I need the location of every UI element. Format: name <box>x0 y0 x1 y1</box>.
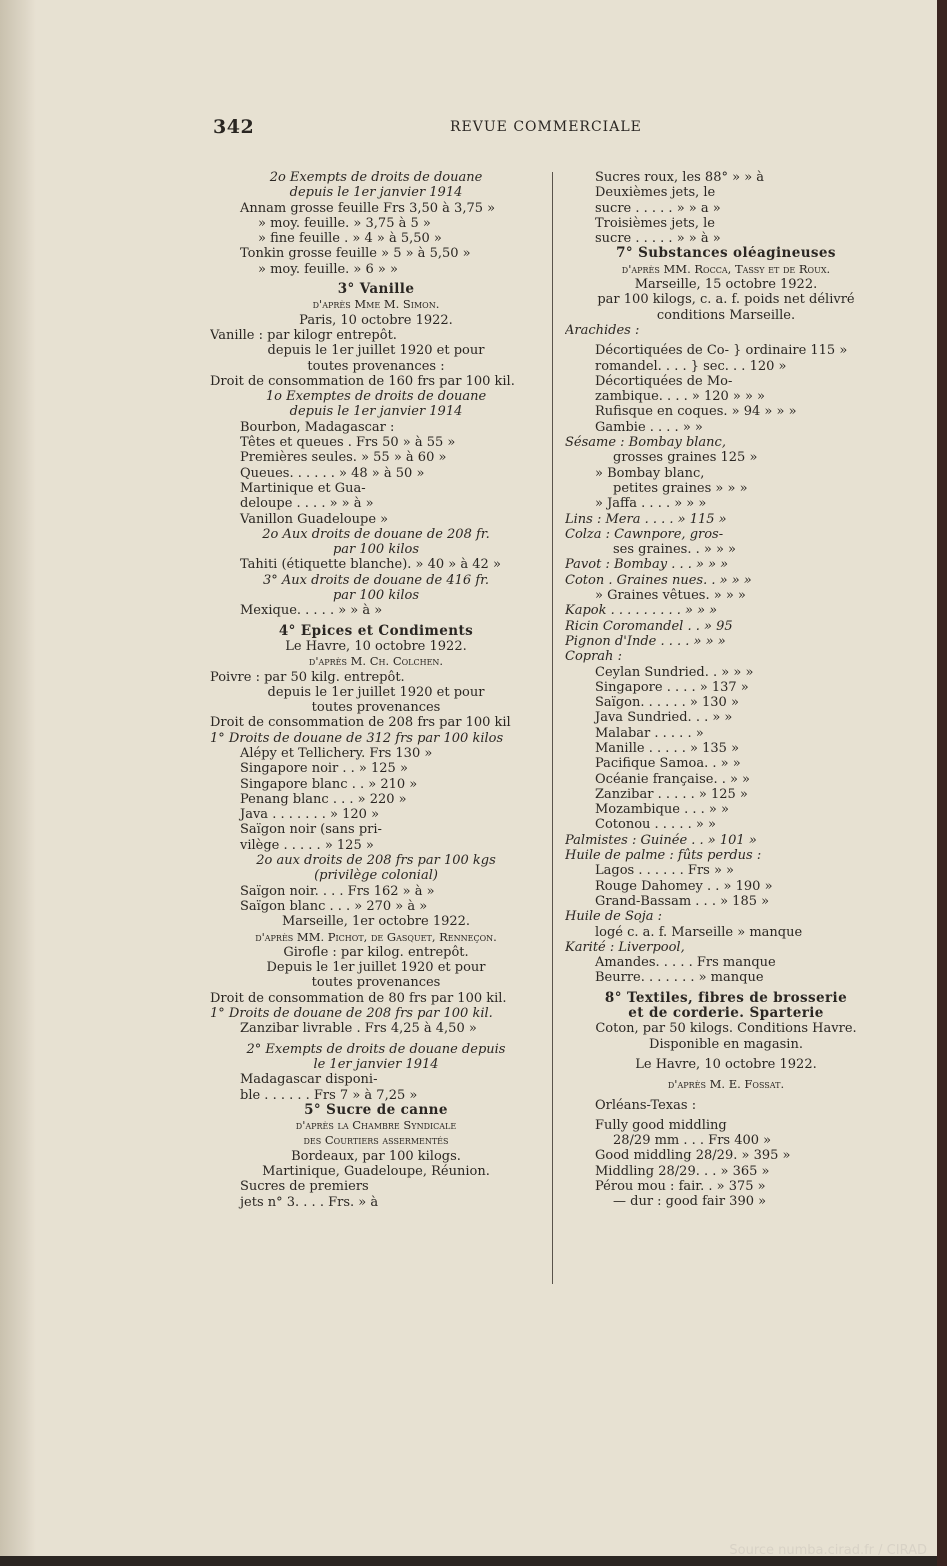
text-line: » moy. feuille. » 3,75 à 5 » <box>258 215 431 231</box>
text-line: 7° Substances oléagineuses <box>616 246 836 262</box>
text-line: Malabar . . . . . » <box>595 725 704 741</box>
text-line: romandel. . . . } sec. . . 120 » <box>595 358 787 374</box>
text-line: 2° Exempts de droits de douane depuis <box>246 1041 506 1057</box>
text-line: d'après Mme M. Simon. <box>312 297 440 312</box>
text-line: Décortiquées de Co- } ordinaire 115 » <box>595 343 848 359</box>
text-line: Pavot : Bombay . . . » » » <box>565 557 729 573</box>
text-line: 1° Droits de douane de 312 frs par 100 kilos <box>210 730 504 746</box>
column-divider <box>552 172 553 1284</box>
text-line: Paris, 10 octobre 1922. <box>299 312 453 328</box>
text-line: Singapore . . . . » 137 » <box>595 679 749 695</box>
text-line: Annam grosse feuille Frs 3,50 à 3,75 » <box>240 200 496 216</box>
text-line: Depuis le 1er juillet 1920 et pour <box>266 960 486 976</box>
text-line: depuis le 1er juillet 1920 et pour <box>267 343 485 359</box>
text-line: 2o aux droits de 208 frs par 100 kgs <box>256 853 496 869</box>
text-line: vilège . . . . . » 125 » <box>240 837 374 853</box>
text-line: Tonkin grosse feuille » 5 » à 5,50 » <box>240 246 471 262</box>
text-line: Disponible en magasin. <box>649 1036 803 1052</box>
text-line: 2o Exempts de droits de douane <box>269 170 483 185</box>
text-line: 5° Sucre de canne <box>304 1102 448 1118</box>
text-line: 2o Aux droits de douane de 208 fr. <box>262 526 490 542</box>
running-title: REVUE COMMERCIALE <box>450 119 642 135</box>
text-line: grosses graines 125 » <box>613 450 758 466</box>
text-line: Martinique et Gua- <box>240 480 366 496</box>
text-line: Troisièmes jets, le <box>595 215 715 231</box>
text-line: Droit de consommation de 80 frs par 100 kil. <box>210 990 507 1006</box>
text-line: Poivre : par 50 kilg. entrepôt. <box>210 669 405 685</box>
text-line: Zanzibar . . . . . » 125 » <box>595 786 748 802</box>
text-line: deloupe . . . . » » à » <box>240 496 374 512</box>
text-line: » Bombay blanc, <box>595 465 705 481</box>
text-line: sucre . . . . . » » à » <box>595 231 721 247</box>
text-line: Sucres de premiers <box>240 1179 369 1195</box>
text-line: des Courtiers assermentés <box>303 1133 449 1148</box>
text-line: Marseille, 15 octobre 1922. <box>634 277 818 293</box>
text-line: Vanille : par kilogr entrepôt. <box>210 327 397 343</box>
text-line: toutes provenances <box>311 975 441 991</box>
text-line: Coprah : <box>565 649 622 665</box>
text-line: Queues. . . . . . » 48 » à 50 » <box>240 465 425 481</box>
text-line: 3° Vanille <box>337 282 415 298</box>
text-line: Saïgon blanc . . . » 270 » à » <box>240 898 428 914</box>
text-line: Penang blanc . . . » 220 » <box>240 791 407 807</box>
text-line: 3° Aux droits de douane de 416 fr. <box>262 572 490 588</box>
text-line: 1° Droits de douane de 208 frs par 100 kil. <box>210 1006 493 1022</box>
text-line: depuis le 1er juillet 1920 et pour <box>267 684 485 700</box>
text-line: Bordeaux, par 100 kilogs. <box>291 1148 461 1164</box>
text-line: Coton . Graines nues. . » » » <box>565 572 752 588</box>
text-line: Marseille, 1er octobre 1922. <box>281 914 471 930</box>
text-line: Orléans-Texas : <box>595 1097 697 1113</box>
text-line: toutes provenances : <box>307 358 445 374</box>
text-line: Pignon d'Inde . . . . » » » <box>565 633 726 649</box>
text-line: Gambie . . . . » » <box>595 419 703 435</box>
text-line: Singapore blanc . . » 210 » <box>240 776 418 792</box>
text-line: Good middling 28/29. » 395 » <box>595 1148 791 1164</box>
text-line: Premières seules. » 55 » à 60 » <box>240 450 447 466</box>
text-line: Sucres roux, les 88° » » à <box>595 170 765 185</box>
text-line: Martinique, Guadeloupe, Réunion. <box>262 1164 490 1179</box>
text-line: petites graines » » » <box>613 480 748 496</box>
text-line: Lins : Mera . . . . » 115 » <box>565 511 727 527</box>
text-line: Arachides : <box>565 322 640 338</box>
text-line: » Graines vêtues. » » » <box>595 588 746 604</box>
book-spine <box>937 0 947 1566</box>
text-line: Ceylan Sundried. . » » » <box>595 664 754 680</box>
text-line: d'après M. E. Fossat. <box>667 1077 785 1092</box>
text-line: Karité : Liverpool, <box>565 939 685 955</box>
text-line: Décortiquées de Mo- <box>595 373 733 389</box>
text-line: jets n° 3. . . . Frs. » à <box>240 1194 379 1210</box>
text-line: Pacifique Samoa. . » » <box>595 756 741 772</box>
text-line: Java Sundried. . . » » <box>595 710 733 726</box>
text-line: Ricin Coromandel . . » 95 <box>565 618 733 634</box>
text-line: Middling 28/29. . . » 365 » <box>595 1163 770 1179</box>
text-line: logé c. a. f. Marseille » manque <box>595 924 803 940</box>
text-line: Le Havre, 10 octobre 1922. <box>285 638 467 654</box>
text-line: Colza : Cawnpore, gros- <box>565 526 724 542</box>
page-number: 342 <box>213 116 255 138</box>
text-line: Têtes et queues . Frs 50 » à 55 » <box>240 435 456 451</box>
text-line: » Jaffa . . . . » » » <box>595 496 707 512</box>
text-line: Bourbon, Madagascar : <box>240 419 395 435</box>
text-line: d'après la Chambre Syndicale <box>295 1118 457 1133</box>
text-line: Mozambique . . . » » <box>595 802 729 818</box>
text-line: 8° Textiles, fibres de brosserie <box>604 990 848 1006</box>
text-line: Vanillon Guadeloupe » <box>240 511 389 527</box>
source-credit: Source numba.cirad.fr / CIRAD <box>729 1543 927 1558</box>
text-line: toutes provenances <box>311 700 441 716</box>
text-line: Kapok . . . . . . . . . » » » <box>565 603 718 619</box>
text-line: 1o Exemptes de droits de douane <box>265 389 487 405</box>
text-line: Girofle : par kilog. entrepôt. <box>283 944 469 960</box>
text-line: Lagos . . . . . . Frs » » <box>595 863 735 879</box>
text-line: Droit de consommation de 160 frs par 100 kil. <box>210 373 515 389</box>
text-line: et de corderie. Sparterie <box>628 1006 824 1022</box>
text-line: Saïgon noir. . . . Frs 162 » à » <box>240 883 435 899</box>
text-line: ble . . . . . . Frs 7 » à 7,25 » <box>240 1087 418 1103</box>
text-line: Saïgon noir (sans pri- <box>240 822 382 838</box>
text-line: Sésame : Bombay blanc, <box>565 435 726 451</box>
text-line: Mexique. . . . . » » à » <box>240 603 383 619</box>
text-line: Zanzibar livrable . Frs 4,25 à 4,50 » <box>240 1021 477 1037</box>
text-line: le 1er janvier 1914 <box>313 1056 439 1072</box>
text-line: Rufisque en coques. » 94 » » » <box>595 404 797 420</box>
text-line: Huile de Soja : <box>565 909 663 925</box>
text-line: Le Havre, 10 octobre 1922. <box>635 1056 817 1072</box>
text-line: zambique. . . . » 120 » » » <box>595 389 766 405</box>
text-line: Tahiti (étiquette blanche). » 40 » à 42 » <box>240 557 501 573</box>
text-line: 4° Epices et Condiments <box>278 623 474 639</box>
text-line: depuis le 1er janvier 1914 <box>289 185 463 201</box>
text-line: par 100 kilogs, c. a. f. poids net délivré <box>597 292 855 308</box>
right-column <box>565 170 887 1210</box>
text-line: Beurre. . . . . . . » manque <box>595 970 764 986</box>
text-line: Java . . . . . . . » 120 » <box>240 807 380 823</box>
text-line: ses graines. . » » » <box>613 542 737 558</box>
text-line: Cotonou . . . . . » » <box>595 817 716 833</box>
text-line: (privilège colonial) <box>314 868 438 884</box>
text-line: Singapore noir . . » 125 » <box>240 761 408 777</box>
text-line: Deuxièmes jets, le <box>595 185 716 201</box>
text-line: Amandes. . . . . Frs manque <box>595 955 776 971</box>
text-line: sucre . . . . . » » a » <box>595 200 721 216</box>
text-line: Huile de palme : fûts perdus : <box>565 848 762 864</box>
text-line: par 100 kilos <box>332 542 420 558</box>
text-line: Pérou mou : fair. . » 375 » <box>595 1179 766 1194</box>
text-line: » moy. feuille. » 6 » » <box>258 261 398 277</box>
text-line: Alépy et Tellichery. Frs 130 » <box>240 745 433 761</box>
text-line: Saïgon. . . . . . » 130 » <box>595 695 739 711</box>
text-line: Coton, par 50 kilogs. Conditions Havre. <box>595 1021 857 1037</box>
text-line: Manille . . . . . » 135 » <box>595 740 740 756</box>
text-line: » fine feuille . » 4 » à 5,50 » <box>258 231 442 247</box>
text-line: Océanie française. . » » <box>595 771 751 787</box>
text-line: Grand-Bassam . . . » 185 » <box>595 893 770 909</box>
left-column <box>210 170 542 1210</box>
text-line: 28/29 mm . . . Frs 400 » <box>613 1133 772 1149</box>
text-line: d'après MM. Pichot, de Gasquet, Renneçon. <box>255 929 497 944</box>
text-line: Fully good middling <box>595 1117 727 1133</box>
text-line: Droit de consommation de 208 frs par 100 kil <box>210 715 511 731</box>
text-line: Madagascar disponi- <box>240 1072 378 1088</box>
text-line: d'après MM. Rocca, Tassy et de Roux. <box>621 261 831 276</box>
text-line: conditions Marseille. <box>656 307 796 323</box>
text-line: Palmistes : Guinée . . » 101 » <box>565 832 757 848</box>
text-line: — dur : good fair 390 » <box>613 1194 767 1210</box>
text-line: d'après M. Ch. Colchen. <box>308 654 444 669</box>
page-gutter-shadow <box>0 0 36 1556</box>
text-line: depuis le 1er janvier 1914 <box>289 404 463 420</box>
text-line: Rouge Dahomey . . » 190 » <box>595 878 773 894</box>
page-header <box>0 116 937 140</box>
text-line: par 100 kilos <box>332 588 420 604</box>
